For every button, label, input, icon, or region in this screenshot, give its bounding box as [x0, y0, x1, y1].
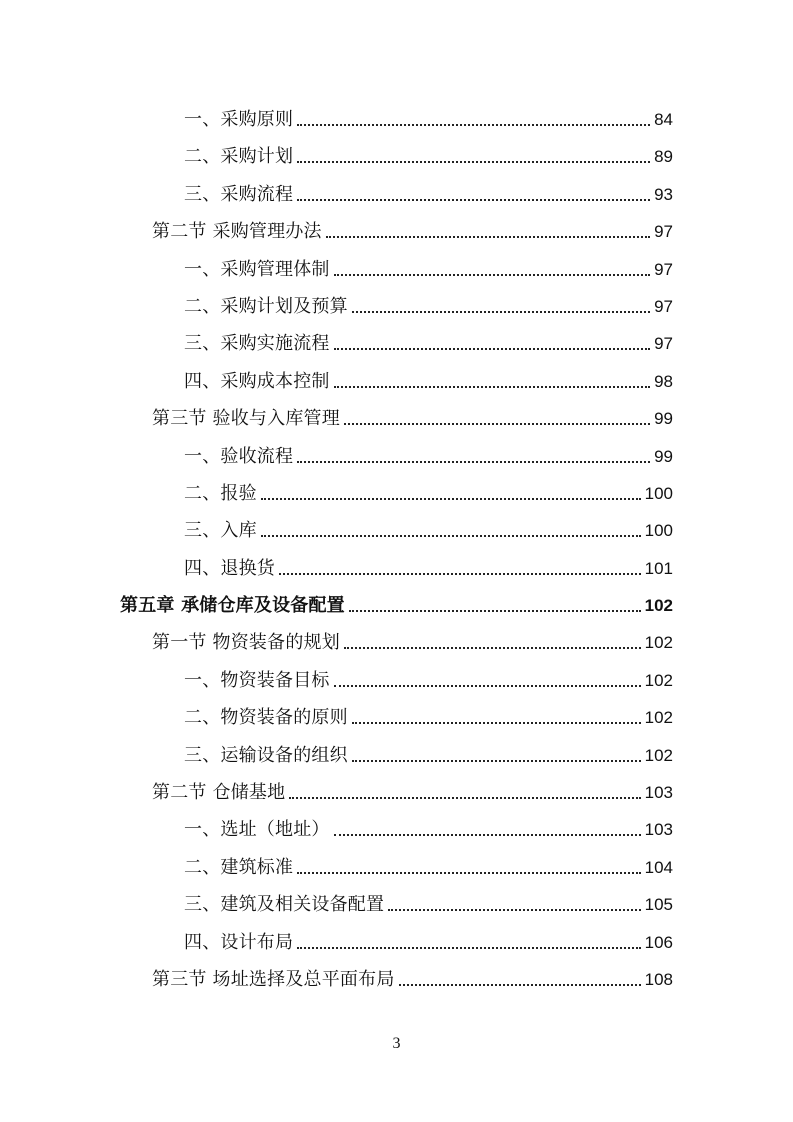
toc-dot-leader — [261, 534, 641, 537]
toc-entry-page-number: 93 — [654, 184, 673, 204]
toc-dot-leader — [388, 908, 640, 911]
toc-entry-title: 第三节 验收与入库管理 — [152, 408, 340, 430]
toc-row — [0, 476, 793, 513]
toc-dot-leader — [297, 946, 640, 949]
toc-dot-leader — [297, 123, 650, 126]
toc-dot-leader — [334, 385, 650, 388]
toc-subsection-entry[interactable] — [184, 445, 673, 469]
toc-entry-title: 二、建筑标准 — [184, 856, 294, 878]
toc-entry-title: 三、建筑及相关设备配置 — [184, 894, 385, 916]
toc-row — [0, 439, 793, 476]
toc-subsection-entry[interactable] — [184, 519, 673, 543]
toc-dot-leader — [297, 198, 650, 201]
toc-row — [0, 289, 793, 326]
toc-entry-page-number: 84 — [654, 110, 673, 129]
toc-entry-page-number: 97 — [654, 296, 673, 316]
toc-entry-title: 第三节 场址选择及总平面布局 — [152, 968, 395, 990]
toc-section-entry[interactable] — [152, 781, 673, 805]
toc-entry-title: 一、验收流程 — [184, 445, 294, 467]
toc-entry-title: 一、采购管理体制 — [184, 258, 330, 280]
toc-dot-leader — [334, 347, 650, 350]
toc-subsection-entry[interactable] — [184, 893, 673, 917]
toc-row — [0, 401, 793, 438]
toc-row — [0, 663, 793, 700]
toc-row — [0, 551, 793, 588]
toc-subsection-entry[interactable] — [184, 557, 673, 581]
toc-entry-title: 二、采购计划及预算 — [184, 295, 348, 317]
toc-row — [0, 177, 793, 214]
toc-row — [0, 625, 793, 662]
toc-dot-leader — [349, 609, 641, 612]
toc-section-entry[interactable] — [152, 631, 673, 655]
toc-section-entry[interactable] — [152, 220, 673, 244]
toc-subsection-entry[interactable] — [184, 818, 673, 842]
toc-dot-leader — [289, 796, 640, 799]
toc-dot-leader — [334, 833, 641, 836]
toc-subsection-entry[interactable] — [184, 931, 673, 955]
toc-dot-leader — [297, 460, 650, 463]
toc-entry-page-number: 102 — [644, 633, 673, 653]
toc-dot-leader — [399, 983, 641, 986]
toc-entry-page-number: 101 — [644, 558, 673, 578]
toc-entry-page-number: 106 — [644, 932, 673, 952]
toc-subsection-entry[interactable] — [184, 258, 673, 282]
toc-entry-title: 四、退换货 — [184, 557, 275, 579]
toc-dot-leader — [352, 759, 641, 762]
toc-row — [0, 364, 793, 401]
toc-row — [0, 812, 793, 849]
toc-dot-leader — [261, 497, 641, 500]
toc-dot-leader — [344, 422, 650, 425]
toc-entry-page-number: 108 — [644, 969, 673, 989]
toc-dot-leader — [334, 684, 641, 687]
toc-row — [0, 102, 793, 139]
page-number: 3 — [392, 1035, 401, 1052]
toc-entry-page-number: 104 — [644, 857, 673, 877]
toc-subsection-entry[interactable] — [184, 706, 673, 730]
toc-subsection-entry[interactable] — [184, 669, 673, 693]
toc-row — [0, 214, 793, 251]
toc-entry-title: 四、设计布局 — [184, 931, 294, 953]
toc-row — [0, 588, 793, 625]
toc-row — [0, 738, 793, 775]
toc-entry-page-number: 97 — [654, 334, 673, 354]
toc-entry-title: 三、入库 — [184, 520, 257, 542]
toc-subsection-entry[interactable] — [184, 332, 673, 356]
toc-subsection-entry[interactable] — [184, 370, 673, 394]
toc-entry-title: 二、物资装备的原则 — [184, 707, 348, 729]
toc-row — [0, 887, 793, 924]
toc-entry-title: 三、运输设备的组织 — [184, 744, 348, 766]
toc-entry-title: 三、采购实施流程 — [184, 333, 330, 355]
toc-entry-page-number: 98 — [654, 371, 673, 391]
toc-chapter-entry[interactable] — [120, 594, 673, 618]
toc-dot-leader — [334, 273, 650, 276]
toc-entry-title: 三、采购流程 — [184, 183, 294, 205]
toc-subsection-entry[interactable] — [184, 108, 673, 132]
toc-row — [0, 513, 793, 550]
toc-row — [0, 252, 793, 289]
toc-dot-leader — [297, 160, 650, 163]
toc-entry-page-number: 102 — [644, 670, 673, 690]
toc-entry-page-number: 99 — [654, 409, 673, 429]
toc-row — [0, 326, 793, 363]
toc-row — [0, 850, 793, 887]
toc-entry-title: 第一节 物资装备的规划 — [152, 632, 340, 654]
toc-entry-page-number: 102 — [644, 708, 673, 728]
toc-row — [0, 139, 793, 176]
toc-entry-title: 一、物资装备目标 — [184, 669, 330, 691]
toc-subsection-entry[interactable] — [184, 145, 673, 169]
toc-subsection-entry[interactable] — [184, 295, 673, 319]
toc-subsection-entry[interactable] — [184, 744, 673, 768]
toc-row — [0, 962, 793, 999]
toc-entry-title: 一、选址（地址） — [184, 819, 330, 841]
toc-entry-page-number: 102 — [644, 745, 673, 765]
toc-entry-page-number: 89 — [654, 147, 673, 167]
toc-dot-leader — [352, 310, 650, 313]
toc-row — [0, 700, 793, 737]
toc-entry-page-number: 100 — [644, 483, 673, 503]
table-of-contents — [0, 102, 793, 999]
toc-entry-title: 二、报验 — [184, 482, 257, 504]
toc-entry-page-number: 97 — [654, 259, 673, 279]
toc-dot-leader — [352, 721, 641, 724]
toc-entry-page-number: 105 — [644, 895, 673, 915]
toc-dot-leader — [344, 646, 641, 649]
toc-entry-title: 第二节 采购管理办法 — [152, 221, 322, 243]
toc-dot-leader — [279, 572, 641, 575]
toc-dot-leader — [297, 871, 640, 874]
toc-section-entry[interactable] — [152, 407, 673, 431]
toc-entry-title: 二、采购计划 — [184, 146, 294, 168]
toc-entry-page-number: 99 — [654, 446, 673, 466]
toc-subsection-entry[interactable] — [184, 856, 673, 880]
toc-row — [0, 775, 793, 812]
toc-subsection-entry[interactable] — [184, 482, 673, 506]
toc-entry-page-number: 97 — [654, 222, 673, 242]
toc-entry-title: 一、采购原则 — [184, 109, 294, 130]
toc-entry-page-number: 103 — [644, 820, 673, 840]
toc-entry-title: 第五章 承储仓库及设备配置 — [120, 595, 345, 617]
toc-entry-page-number: 102 — [644, 596, 673, 616]
toc-entry-title: 四、采购成本控制 — [184, 370, 330, 392]
toc-entry-page-number: 100 — [644, 521, 673, 541]
toc-row — [0, 925, 793, 962]
toc-entry-page-number: 103 — [644, 783, 673, 803]
toc-subsection-entry[interactable] — [184, 183, 673, 207]
toc-section-entry[interactable] — [152, 968, 673, 992]
toc-dot-leader — [326, 235, 650, 238]
toc-entry-title: 第二节 仓储基地 — [152, 782, 286, 804]
